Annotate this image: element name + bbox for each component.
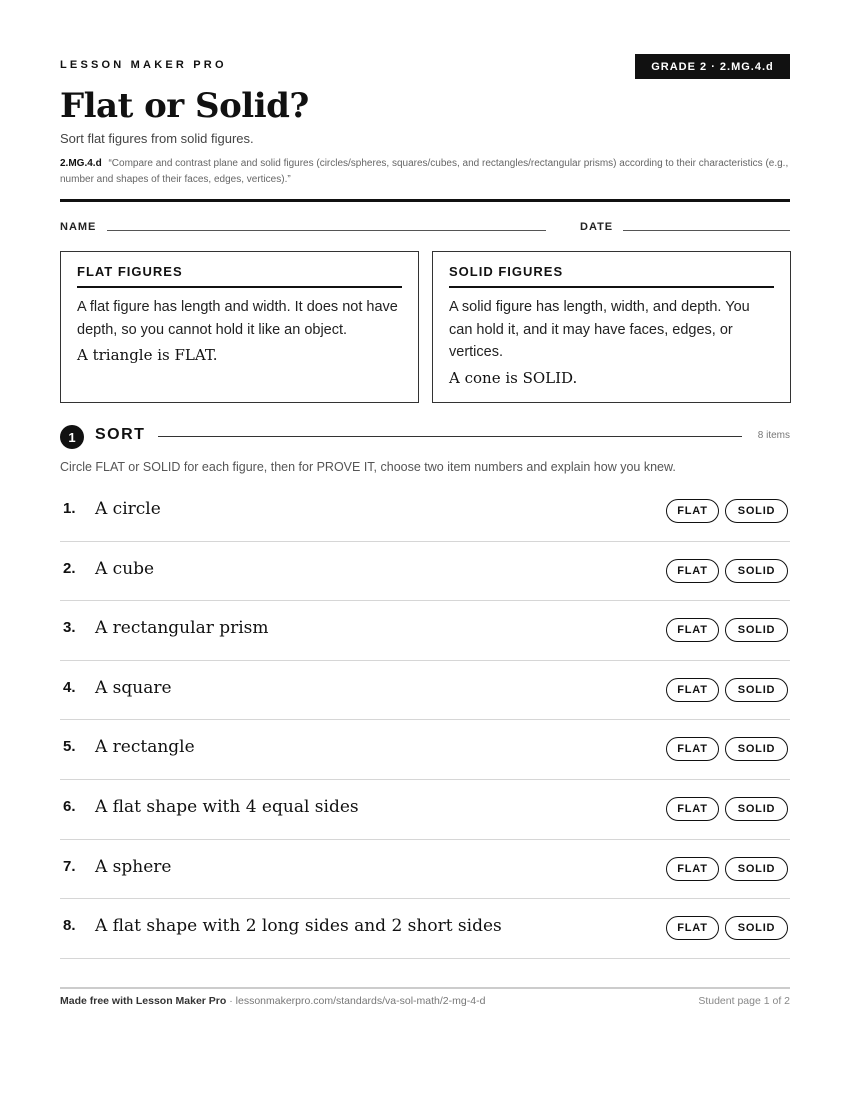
item-number: 3. — [63, 619, 76, 637]
item-text: A flat shape with 2 long sides and 2 short sides — [95, 916, 502, 937]
flat-choice-button[interactable]: FLAT — [666, 857, 719, 881]
page-title: Flat or Solid? — [60, 86, 309, 126]
solid-figures-title: SOLID FIGURES — [449, 264, 774, 288]
flat-choice-button[interactable]: FLAT — [666, 499, 719, 523]
item-text: A flat shape with 4 equal sides — [95, 796, 359, 817]
choice-group — [666, 499, 788, 523]
item-count: 8 items — [757, 430, 790, 441]
solid-figures-text: A solid figure has length, width, and depth. You can hold it, and it may have faces, edges, or vertices. — [449, 299, 750, 360]
flat-figures-example: A triangle is FLAT. — [77, 346, 218, 364]
section-divider — [158, 436, 742, 437]
list-item — [60, 899, 790, 959]
footer-credit — [60, 995, 485, 1007]
header-divider — [60, 199, 790, 202]
standard-text: “Compare and contrast plane and solid figures (circles/spheres, squares/cubes, and rectangles/rectangular prisms) according to their characteristics (e.g., number and shapes of their faces, edges, vertices).” — [60, 158, 789, 185]
standard-code: 2.MG.4.d — [60, 158, 102, 169]
list-item — [60, 601, 790, 661]
flat-choice-button[interactable]: FLAT — [666, 797, 719, 821]
item-text: A sphere — [95, 856, 172, 877]
name-label: NAME — [60, 221, 97, 233]
standard-description — [60, 156, 795, 188]
grade-badge: GRADE 2 · 2.MG.4.d — [635, 54, 790, 79]
flat-figures-box — [60, 251, 419, 403]
item-number: 5. — [63, 738, 76, 756]
brand-name: LESSON MAKER PRO — [60, 59, 227, 71]
item-text: A circle — [95, 499, 161, 519]
list-item — [60, 780, 790, 840]
list-item — [60, 720, 790, 780]
solid-choice-button[interactable]: SOLID — [725, 559, 788, 583]
item-number: 2. — [63, 559, 76, 577]
flat-choice-button[interactable]: FLAT — [666, 618, 719, 642]
item-number: 1. — [63, 500, 76, 517]
flat-figures-title: FLAT FIGURES — [77, 264, 402, 288]
item-text: A rectangular prism — [95, 618, 269, 639]
item-number: 8. — [63, 917, 76, 935]
list-item — [60, 542, 790, 602]
solid-figures-box — [432, 251, 791, 403]
section-number-badge: 1 — [60, 425, 84, 449]
choice-group — [666, 618, 788, 642]
item-text: A rectangle — [95, 737, 195, 758]
footer-divider — [60, 987, 790, 989]
flat-figures-text: A flat figure has length and width. It does not have depth, so you cannot hold it like an object. — [77, 299, 398, 338]
solid-choice-button[interactable]: SOLID — [725, 618, 788, 642]
choice-group — [666, 916, 788, 940]
choice-group — [666, 737, 788, 761]
date-field-line[interactable] — [623, 230, 790, 231]
page-subtitle: Sort flat figures from solid figures. — [60, 131, 254, 146]
item-number: 4. — [63, 678, 76, 696]
solid-figures-example: A cone is SOLID. — [449, 368, 578, 387]
name-field-line[interactable] — [107, 230, 546, 231]
footer-made-with: Made free with Lesson Maker Pro — [60, 995, 227, 1007]
section-title: SORT — [95, 426, 146, 443]
flat-choice-button[interactable]: FLAT — [666, 916, 719, 940]
solid-choice-button[interactable]: SOLID — [725, 797, 788, 821]
footer-url: · lessonmakerpro.com/standards/va-sol-math/2-mg-4-d — [226, 995, 486, 1007]
choice-group — [666, 678, 788, 702]
date-label: DATE — [580, 221, 614, 233]
item-number: 6. — [63, 797, 76, 815]
list-item — [60, 840, 790, 900]
list-item — [60, 661, 790, 721]
flat-choice-button[interactable]: FLAT — [666, 559, 719, 583]
footer-page-number: Student page 1 of 2 — [698, 995, 790, 1007]
item-list — [60, 482, 790, 959]
item-text: A square — [95, 677, 172, 698]
section-instructions: Circle FLAT or SOLID for each figure, then for PROVE IT, choose two item numbers and explain how you knew. — [60, 460, 676, 474]
choice-group — [666, 559, 788, 583]
item-text: A cube — [95, 558, 155, 579]
flat-choice-button[interactable]: FLAT — [666, 678, 719, 702]
choice-group — [666, 857, 788, 881]
solid-choice-button[interactable]: SOLID — [725, 857, 788, 881]
item-number: 7. — [63, 857, 76, 875]
solid-choice-button[interactable]: SOLID — [725, 499, 788, 523]
solid-choice-button[interactable]: SOLID — [725, 678, 788, 702]
list-item — [60, 482, 790, 542]
flat-choice-button[interactable]: FLAT — [666, 737, 719, 761]
choice-group — [666, 797, 788, 821]
solid-choice-button[interactable]: SOLID — [725, 916, 788, 940]
solid-choice-button[interactable]: SOLID — [725, 737, 788, 761]
